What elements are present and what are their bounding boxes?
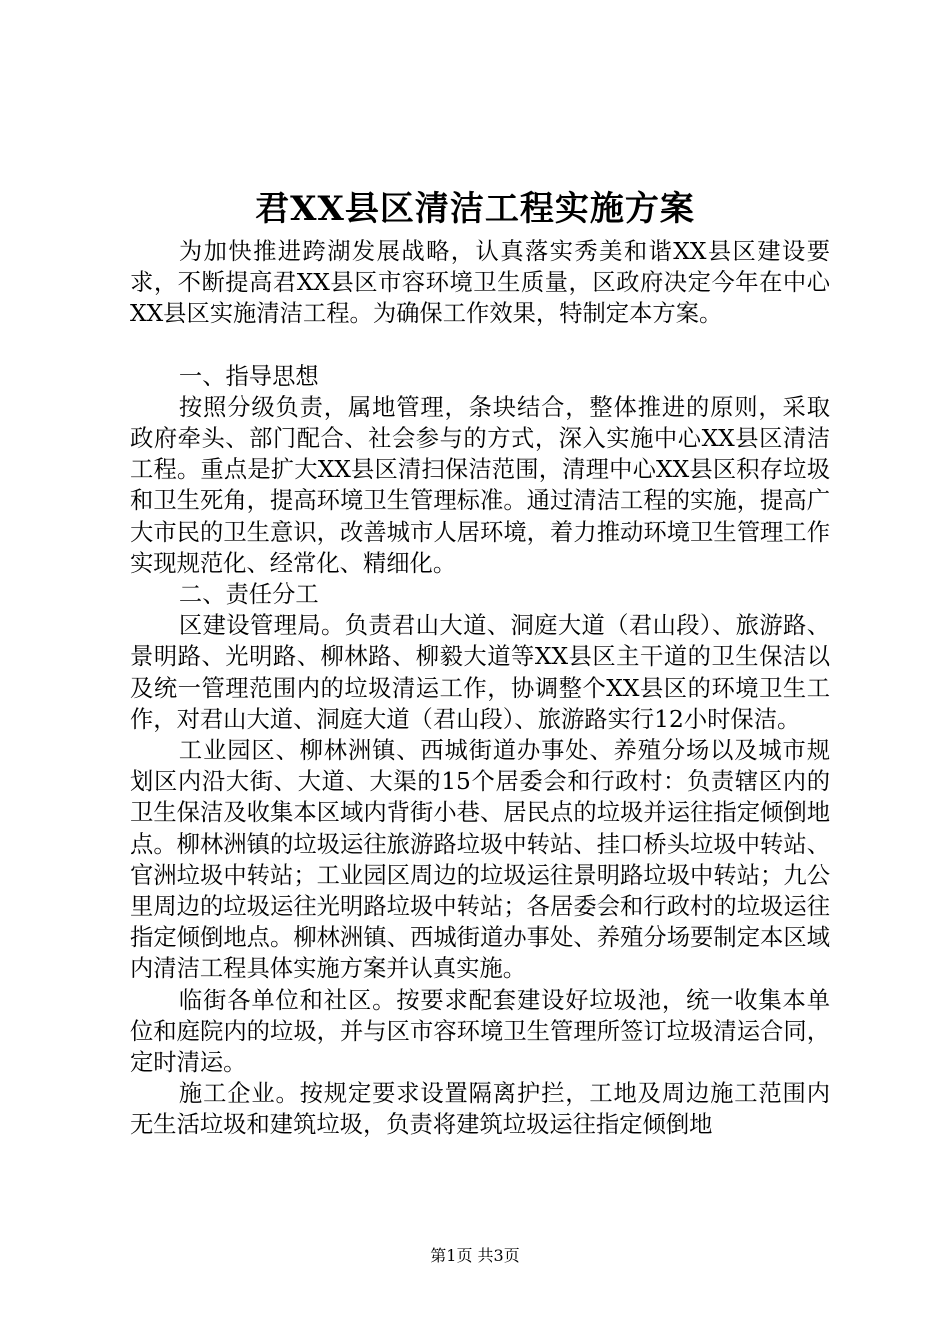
page-footer: 第1页 共3页 [430, 1246, 520, 1265]
document-title: 君XX县区清洁工程实施方案 [255, 189, 695, 229]
document-body [130, 236, 830, 1141]
section-heading-guiding-thought: 一、指导思想 [178, 362, 319, 390]
paragraph-construction-companies: 施工企业。按规定要求设置隔离护拦，工地及周边施工范围内无生活垃圾和建筑垃圾，负责将建筑垃圾运往指定倾倒地 [130, 1080, 830, 1139]
paragraph-street-units: 临街各单位和社区。按要求配套建设好垃圾池，统一收集本单位和庭院内的垃圾，并与区市容环境卫生管理所签订垃圾清运合同，定时清运。 [130, 986, 830, 1077]
intro-paragraph: 为加快推进跨湖发展战略，认真落实秀美和谐XX县区建设要求，不断提高君XX县区市容环境卫生质量，区政府决定今年在中心XX县区实施清洁工程。为确保工作效果，特制定本方案。 [130, 238, 830, 328]
paragraph-guiding-thought: 按照分级负责，属地管理，条块结合，整体推进的原则，采取政府牵头、部门配合、社会参与的方式，深入实施中心XX县区清洁工程。重点是扩大XX县区清扫保洁范围，清理中心XX县区积存垃圾和卫生死角，提高环境卫生管理标准。通过清洁工程的实施，提高广大市民的卫生意识，改善城市人居环境，着力推动环境卫生管理工作实现规范化、经常化、精细化。 [130, 393, 830, 577]
section-heading-responsibilities: 二、责任分工 [178, 581, 319, 609]
paragraph-construction-bureau: 区建设管理局。负责君山大道、洞庭大道（君山段）、旅游路、景明路、光明路、柳林路、柳毅大道等XX县区主干道的卫生保洁以及统一管理范围内的垃圾清运工作，协调整个XX县区的环境卫生工作，对君山大道、洞庭大道（君山段）、旅游路实行12小时保洁。 [130, 612, 830, 733]
paragraph-industrial-park-towns: 工业园区、柳林洲镇、西城街道办事处、养殖分场以及城市规划区内沿大街、大道、大渠的15个居委会和行政村：负责辖区内的卫生保洁及收集本区域内背街小巷、居民点的垃圾并运往指定倾倒地点。柳林洲镇的垃圾运往旅游路垃圾中转站、挂口桥头垃圾中转站、官洲垃圾中转站；工业园区周边的垃圾运往景明路垃圾中转站；九公里周边的垃圾运往光明路垃圾中转站；各居委会和行政村的垃圾运往指定倾倒地点。柳林洲镇、西城街道办事处、养殖分场要制定本区域内清洁工程具体实施方案并认真实施。 [130, 737, 830, 983]
